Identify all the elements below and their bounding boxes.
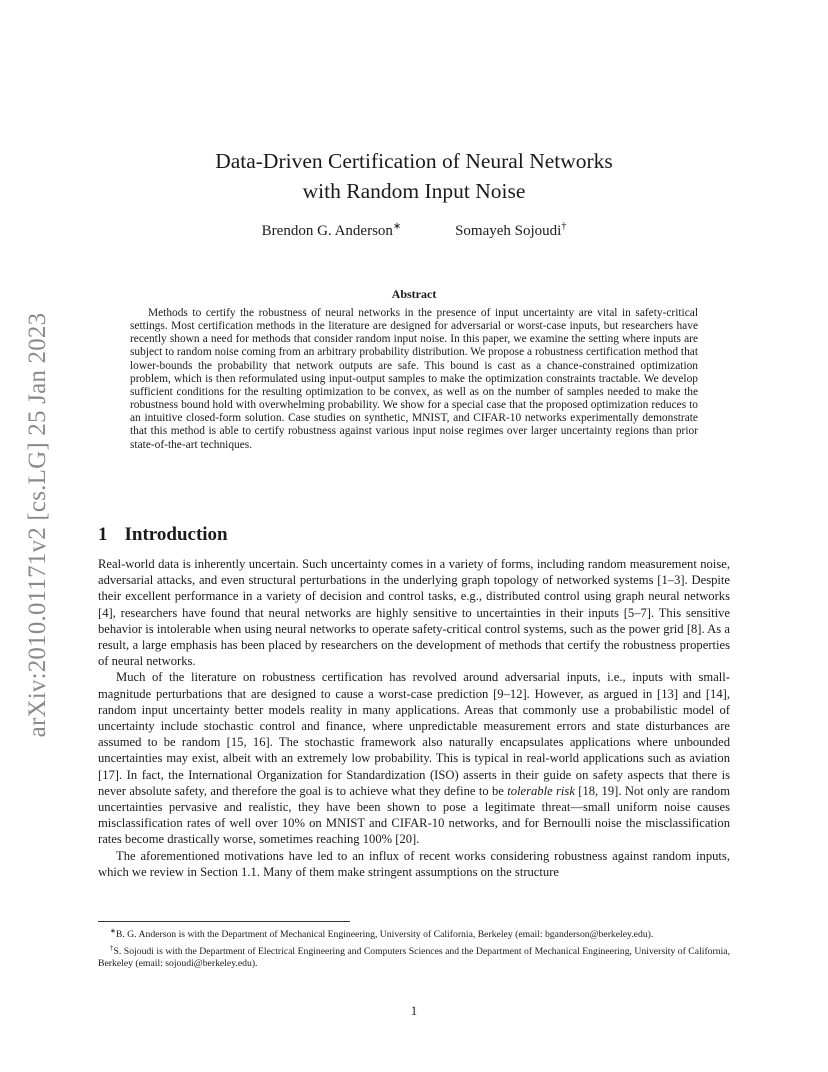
footnote-2-text: S. Sojoudi is with the Department of Electrical Engineering and Computers Sciences and the Department of Mechanical Engineering, University of California, Berkeley (email: sojoudi@berkeley.edu). <box>98 945 731 970</box>
author-1 <box>262 223 402 239</box>
author-2 <box>455 223 566 239</box>
author-2-name: Somayeh Sojoudi <box>455 223 562 239</box>
section-heading <box>98 524 228 546</box>
arxiv-sidebar <box>18 290 58 760</box>
page-number: 1 <box>410 1004 418 1018</box>
paragraph-3: The aforementioned motivations have led to an influx of recent works considering robustness against random inputs, which we review in Section 1.1. Many of them make stringent assumptions on the structure <box>98 848 730 879</box>
section-title: Introduction <box>124 524 228 545</box>
paragraph-2-part-1: Much of the literature on robustness certification has revolved around adversarial inputs, i.e., inputs with small-magnitude perturbations that are designed to cause a worst-case prediction [9–12]. However, as argued in [13] and [14], random input uncertainty better models reality in many applications. Areas that commonly use a probabilistic model of uncertainty include stochastic control and finance, where unpredictable measurement errors and state disturbances are assumed to be random [15, 16]. The stochastic framework also naturally encapsulates applications where unbounded uncertainties may exist, albeit with an extremely low probability. This is typical in real-world applications such as aviation [17]. In fact, the International Organization for Standardization (ISO) asserts in their guide on safety aspects that there is never absolute safety, and therefore the goal is to achieve what they define to be <box>98 670 730 798</box>
abstract-text: Methods to certify the robustness of neural networks in the presence of input uncertainty are vital in safety-critical settings. Most certification methods in the literature are designed for adversarial or worst-case inputs, but researchers have recently shown a need for methods that consider random input noise. In this paper, we examine the setting where inputs are subject to random noise coming from an arbitrary probability distribution. We propose a robustness certification method that lower-bounds the probability that network outputs are safe. This bound is cast as a chance-constrained optimization problem, which is then reformulated using input-output samples to make the optimization constraints tractable. We develop sufficient conditions for the resulting optimization to be convex, as well as on the number of samples needed to make the robustness bound hold with overwhelming probability. We show for a special case that the proposed optimization reduces to an intuitive closed-form solution. Case studies on synthetic, MNIST, and CIFAR-10 networks experimentally demonstrate that this method is able to certify robustness against various input noise regimes over larger uncertainty regions than prior state-of-the-art techniques. <box>130 307 698 451</box>
body-text <box>98 556 730 880</box>
paper-title <box>100 146 728 206</box>
footnote-1-mark: ∗ <box>110 927 116 935</box>
paragraph-2 <box>98 669 730 847</box>
footnote-1-text: B. G. Anderson is with the Department of Mechanical Engineering, University of California, Berkeley (email: bganderson@berkeley.edu). <box>115 929 654 941</box>
author-list <box>100 221 728 240</box>
footnote-2 <box>98 942 730 971</box>
author-2-mark: † <box>561 221 567 232</box>
footnote-1 <box>98 925 730 942</box>
footnote-2-mark: † <box>110 943 114 952</box>
title-line-2: with Random Input Noise <box>302 179 526 203</box>
author-1-name: Brendon G. Anderson <box>261 223 393 239</box>
paragraph-1: Real-world data is inherently uncertain. Such uncertainty comes in a variety of forms, including random measurement noise, adversarial attacks, and even structural perturbations in the underlying graph topology of networked systems [1–3]. Despite their excellent performance in a variety of decision and control tasks, e.g., distributed control using graph neural networks [4], researchers have found that neural networks are highly sensitive to uncertainties in their inputs [5–7]. This sensitive behavior is intolerable when using neural networks to operate safety-critical control systems, such as the power grid [8]. As a result, a large emphasis has been placed by researchers on the development of methods that certify the robustness properties of neural networks. <box>98 557 730 669</box>
abstract-heading: Abstract <box>391 287 437 301</box>
title-line-1: Data-Driven Certification of Neural Networks <box>215 149 613 173</box>
footnotes <box>98 925 730 971</box>
section-number: 1 <box>98 524 108 545</box>
arxiv-identifier: arXiv:2010.01171v2 [cs.LG] 25 Jan 2023 <box>24 312 51 738</box>
footnote-rule <box>98 921 350 922</box>
paragraph-2-part-2: [18, 19]. Not only are random uncertainties pervasive and realistic, they have been shown to pose a legitimate threat—small uniform noise causes misclassification rates of well over 10% on MNIST and CIFAR-10 networks, and for Bernoulli noise the misclassification rates become drastically worse, sometimes reaching 100% [20]. <box>98 783 731 847</box>
paragraph-2-emphasis: tolerable risk <box>507 783 575 798</box>
author-1-mark: ∗ <box>392 221 402 232</box>
